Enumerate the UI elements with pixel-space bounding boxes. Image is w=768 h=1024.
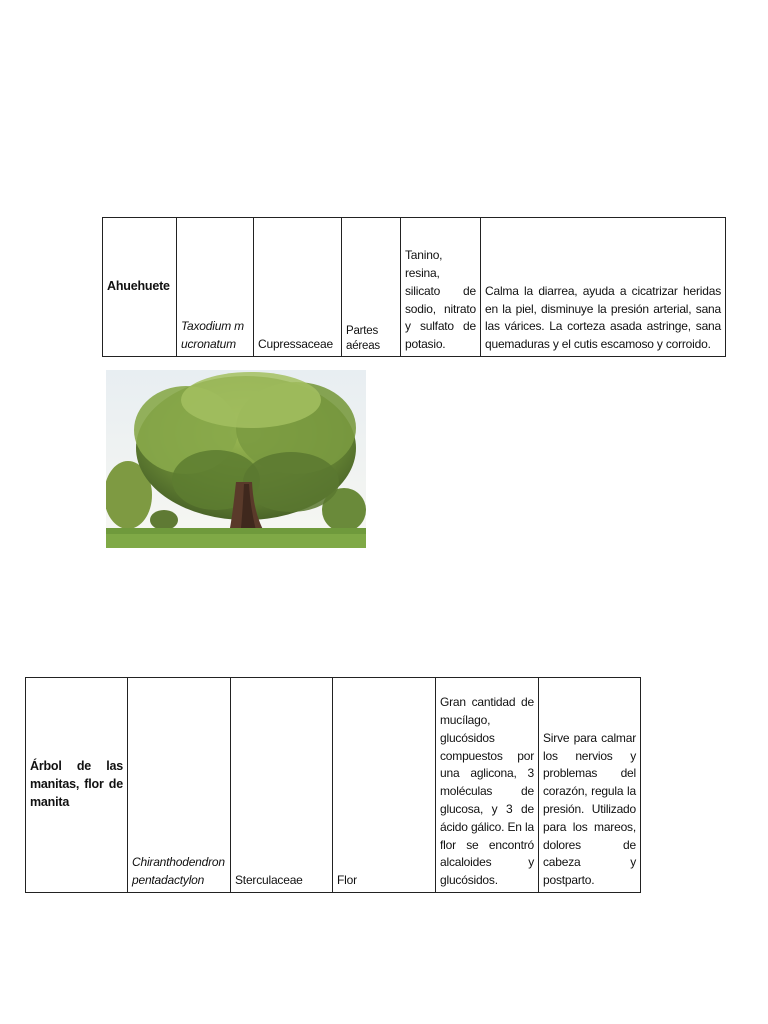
composition-cell: Tanino, resina, silicato de sodio, nitrato y sulfato de potasio.	[401, 218, 481, 357]
tree-crown	[181, 372, 321, 428]
uses-cell: Sirve para calmar los nervios y problemas del corazón, regula la presión. Utilizado para los mareos, dolores de cabeza y postparto.	[539, 678, 641, 893]
family-cell: Cupressaceae	[254, 218, 342, 357]
table-row	[103, 218, 726, 357]
scientific-name-cell: Taxodium mucronatum	[177, 218, 254, 357]
part-used-cell: Flor	[333, 678, 436, 893]
grass-highlight	[106, 534, 366, 548]
composition-cell: Gran cantidad de mucílago, glucósidos compuestos por una aglicona, 3 moléculas de glucosa, y 3 de ácido gálico. En la flor se encontró alcaloides y glucósidos.	[436, 678, 539, 893]
background-tree	[150, 510, 178, 530]
tree-crown	[243, 452, 339, 512]
ahuehuete-tree-image	[106, 370, 366, 548]
scientific-name-cell: Chiranthodendron pentadactylon	[128, 678, 231, 893]
table-row	[26, 678, 641, 893]
uses-cell: Calma la diarrea, ayuda a cicatrizar heridas en la piel, disminuye la presión arterial, sana las várices. La corteza asada astringe, sana quemaduras y el cutis escamoso y corroido.	[481, 218, 726, 357]
plant-table-ahuehuete	[102, 217, 726, 357]
common-name-cell: Árbol de las manitas, flor de manita	[26, 678, 128, 893]
plant-table-arbol-de-las-manitas	[25, 677, 641, 893]
part-used-cell: Partes aéreas	[342, 218, 401, 357]
common-name-cell: Ahuehuete	[103, 218, 177, 357]
family-cell: Sterculaceae	[231, 678, 333, 893]
